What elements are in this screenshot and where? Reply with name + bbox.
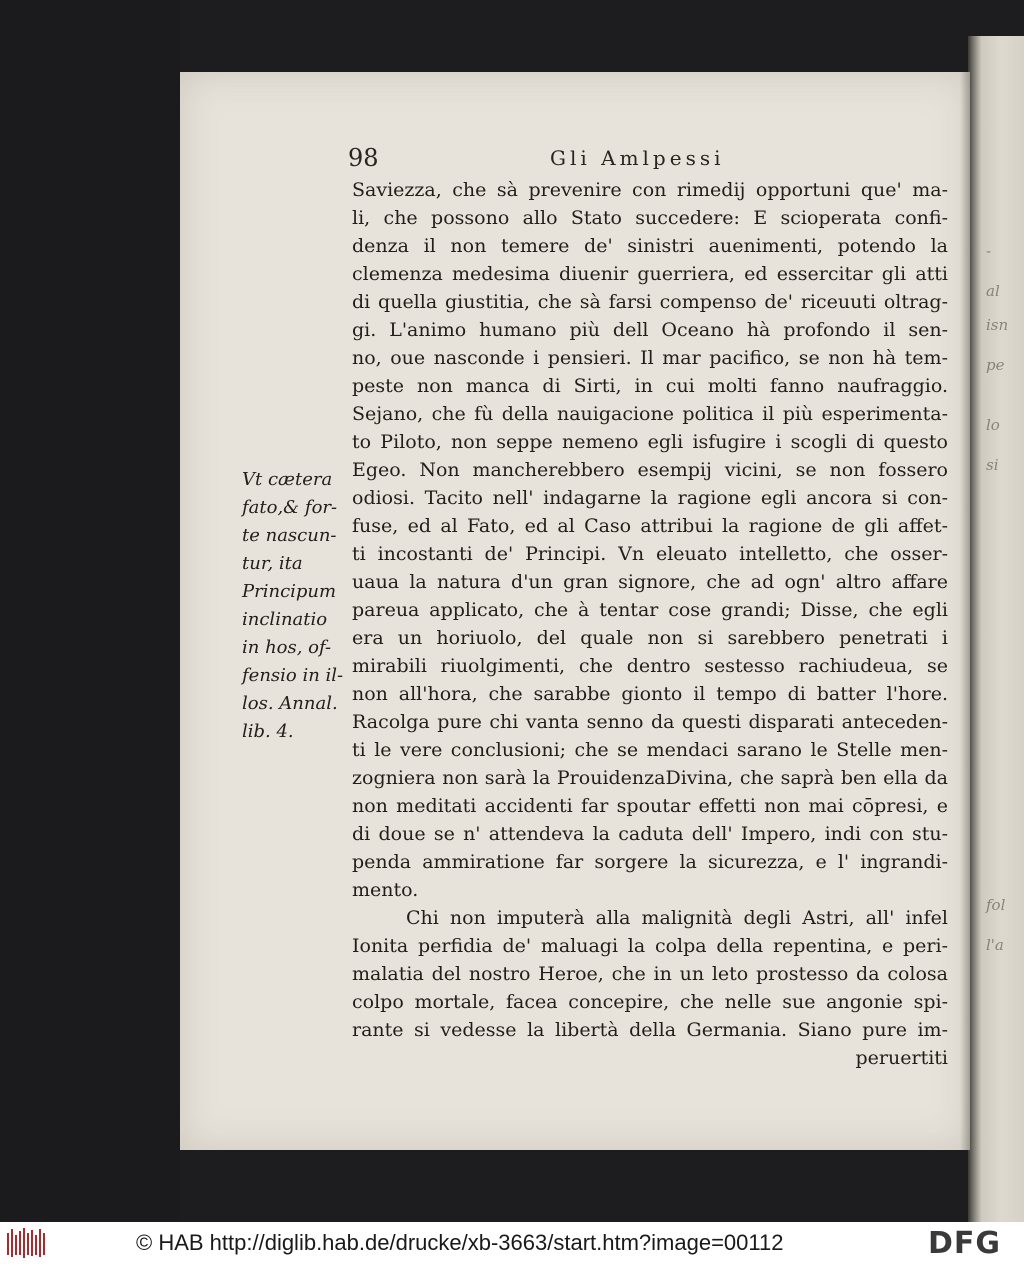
text-line: non all'hora, che sarabbe gionto il tempo di batter l'hore. [352, 683, 948, 705]
text-line: to Piloto, non seppe nemeno egli isfugire i scogli di questo [352, 431, 948, 453]
marginal-note [242, 466, 350, 746]
text-line: non meditati accidenti far spoutar effetti non mai cōpresi, e [352, 795, 948, 817]
text-line: denza il non temere de' sinistri auenimenti, potendo la [352, 235, 948, 257]
text-line: Saviezza, che sà prevenire con rimedij opportuni que' ma- [352, 179, 948, 201]
text-line: Racolga pure chi vanta senno da questi disparati anteceden- [352, 711, 948, 733]
text-line: peste non manca di Sirti, in cui molti fanno naufraggio. [352, 375, 948, 397]
text-line: Egeo. Non mancherebbero esempij vicini, se non fossero [352, 459, 948, 481]
page-number: 98 [348, 144, 379, 172]
note-line: Vt cætera [242, 469, 333, 490]
text-line: ti incostanti de' Principi. Vn eleuato intelletto, che osser- [352, 543, 948, 565]
paragraph-start-line: Chi non imputerà alla malignità degli Astri, all' infel [406, 907, 948, 929]
text-line: fuse, ed al Fato, ed al Caso attribui la ragione de gli affet- [352, 515, 948, 537]
text-line: Sejano, che fù della nauigacione politica il più esperimenta- [352, 403, 948, 425]
text-line: era un horiuolo, del quale non si sarebbero penetrati i [352, 627, 948, 649]
text-line: malatia del nostro Heroe, che in un leto prostesso da colosa [352, 963, 948, 985]
text-line: mirabili riuolgimenti, che dentro sestesso rachiudeua, se [352, 655, 948, 677]
text-line: gi. L'animo humano più dell Oceano hà profondo il sen- [352, 319, 948, 341]
text-line: di doue se n' attendeva la caduta dell' Impero, indi con stu- [352, 823, 948, 845]
note-line: fato,& for- [242, 497, 338, 518]
dfg-logo: DFG [928, 1226, 1002, 1261]
note-line: lib. 4. [242, 721, 294, 742]
scan-background-left [0, 0, 180, 1222]
text-line: pareua applicato, che à tentar cose grandi; Disse, che egli [352, 599, 948, 621]
text-line: odiosi. Tacito nell' indagarne la ragione egli ancora si con- [352, 487, 948, 509]
text-line: ti le vere conclusioni; che se mendaci sarano le Stelle men- [352, 739, 948, 761]
copyright-url[interactable]: © HAB http://diglib.hab.de/drucke/xb-3663/start.htm?image=00112 [136, 1230, 784, 1255]
text-line: rante si vedesse la libertà della Germania. Siano pure im- [352, 1019, 948, 1041]
footer-bar [0, 1222, 1024, 1264]
text-line: di quella giustitia, che sà farsi compenso de' riceuuti oltrag- [352, 291, 948, 313]
text-line: clemenza medesima diuenir guerriera, ed essercitar gli atti [352, 263, 948, 285]
note-line: in hos, of- [242, 637, 332, 658]
note-line: te nascun- [242, 525, 337, 546]
text-line: colpo mortale, facea concepire, che nelle sue angonie spi- [352, 991, 948, 1013]
facing-page-edge: - al isn pe lo si fol l'a [968, 36, 1024, 1222]
text-line: Ionita perfidia de' maluagi la colpa della repentina, e peri- [352, 935, 948, 957]
text-line: penda ammiratione far sorgere la sicurezza, e l' ingrandi- [352, 851, 948, 873]
hab-logo-icon [6, 1227, 48, 1259]
running-head: Gli Amlpessi [550, 146, 725, 170]
body-text [352, 176, 948, 1072]
catchword: peruertiti [855, 1047, 948, 1069]
text-line: mento. [352, 879, 419, 901]
text-line: no, oue nasconde i pensieri. Il mar pacifico, se non hà tem- [352, 347, 948, 369]
page-shadow [960, 72, 970, 1150]
note-line: los. Annal. [242, 693, 338, 714]
text-line: uaua la natura d'un gran signore, che ad ogn' altro affare [352, 571, 948, 593]
note-line: tur, ita [242, 553, 303, 574]
text-line: zogniera non sarà la ProuidenzaDivina, che saprà ben ella da [352, 767, 948, 789]
note-line: fensio in il- [242, 665, 344, 686]
note-line: inclinatio [242, 609, 328, 630]
text-line: li, che possono allo Stato succedere: E scioperata confi- [352, 207, 948, 229]
note-line: Principum [242, 581, 337, 602]
